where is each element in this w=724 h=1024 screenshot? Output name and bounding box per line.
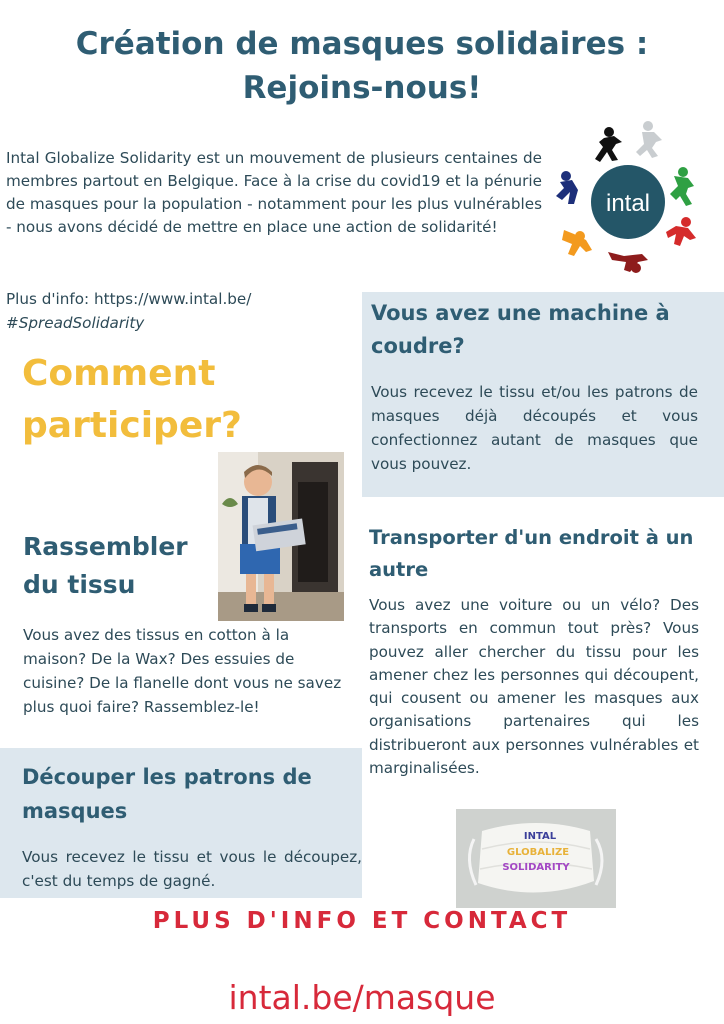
intal-logo [552, 120, 702, 278]
title-line-2: Rejoins-nous! [242, 70, 482, 106]
heading-transport: Transporter d'un endroit à un autre [369, 526, 694, 581]
body-sewing: Vous recevez le tissu et/ou les patrons de masques déjà découpés et vous confectionnez autant de masques que vous pouvez. [371, 383, 698, 473]
mask-text-3: SOLIDARITY [502, 862, 570, 873]
mask-text-1: INTAL [523, 831, 557, 842]
child-photo [218, 452, 344, 621]
figure-right-red [666, 217, 696, 246]
body-cutting: Vous recevez le tissu et vous le découpez, c'est du temps de gagné. [22, 848, 362, 890]
mask-photo-graphic [456, 809, 616, 908]
logo-graphic [552, 120, 702, 278]
heading-fabric [23, 528, 223, 604]
mask-photo [456, 809, 616, 908]
logo-text: intal [605, 190, 651, 217]
heading-fabric-line-2: du tissu [23, 570, 136, 599]
heading-sewing: Vous avez une machine à coudre? [371, 301, 670, 358]
child-photo-graphic [218, 452, 344, 621]
how-to-line-2: participer? [22, 405, 242, 446]
figure-left-blue [556, 171, 578, 204]
heading-cutting: Découper les patrons de masques [22, 765, 312, 823]
figure-left-orange [562, 230, 592, 256]
more-info [6, 287, 326, 335]
body-transport: Vous avez une voiture ou un vélo? Des transports en commun tout près? Vous pouvez aller chercher du tissu pour les amener chez les personnes qui découpent, qui cousent ou amener les masques aux organisations partenaires qui les distribueront aux personnes vulnérables et marginalisées. [369, 596, 699, 778]
how-to-line-1: Comment [22, 353, 216, 394]
how-to-participate-heading [22, 348, 282, 452]
heading-fabric-line-1: Rassembler [23, 532, 188, 561]
page-title [0, 22, 724, 110]
contact-heading: PLUS D'INFO ET CONTACT [152, 908, 572, 934]
figure-right-green [670, 167, 694, 206]
mask-text-2: GLOBALIZE [506, 847, 570, 858]
title-line-1: Création de masques solidaires : [75, 26, 649, 62]
more-info-link[interactable]: Plus d'info: https://www.intal.be/ [6, 290, 252, 308]
figure-bottom-red [608, 252, 648, 273]
figure-top-grey [636, 121, 662, 158]
website-link[interactable]: intal.be/masque [228, 978, 496, 1017]
hashtag: #SpreadSolidarity [6, 314, 145, 332]
intro-paragraph: Intal Globalize Solidarity est un mouvement de plusieurs centaines de membres partout en Belgique. Face à la crise du covid19 et la pénurie de masques pour la population - notamment pour les plus vulnérables - nous avons décidé de mettre en place une action de solidarité! [6, 149, 542, 236]
figure-top-black [595, 127, 622, 162]
body-fabric: Vous avez des tissus en cotton à la maison? De la Wax? Des essuies de cuisine? De la flanelle dont vous ne savez plus quoi faire? Rassemblez-le! [23, 626, 342, 716]
